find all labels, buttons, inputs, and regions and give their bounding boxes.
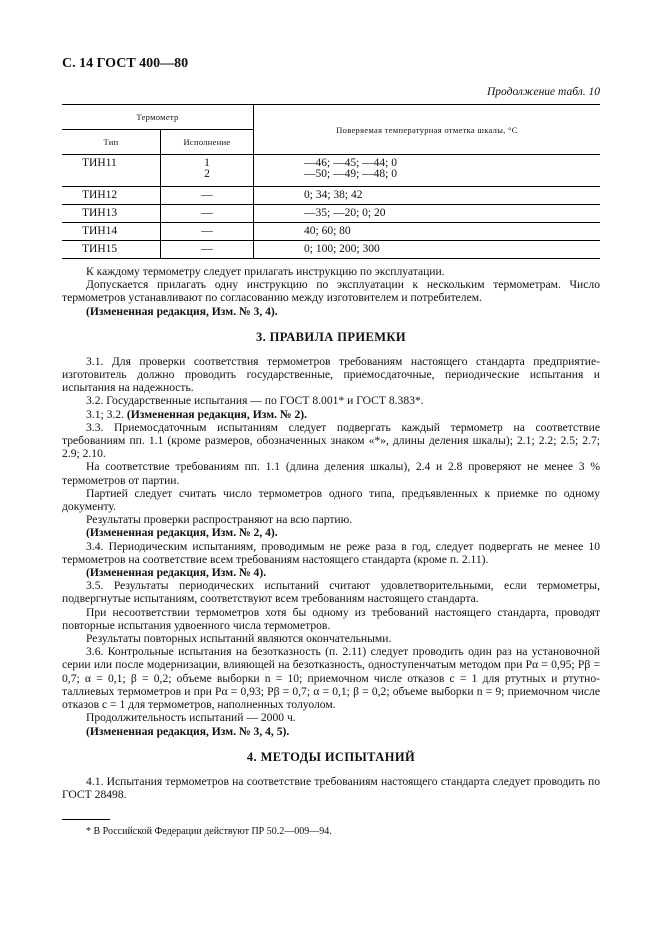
cell-marks: —35; —20; 0; 20 [254,205,601,223]
cell-marks [254,155,601,187]
table-row [62,223,600,241]
cell-version: — [161,187,254,205]
cell-version [161,155,254,187]
paragraph: 3.2. Государственные испытания — по ГОСТ 8.001* и ГОСТ 8.383*. [86,394,424,408]
amendment-note: (Измененная редакция, Изм. № 3, 4, 5). [86,724,290,738]
paragraph: Результаты проверки распространяют на всю партию. [86,513,353,527]
amendment-note: (Измененная редакция, Изм. № 2, 4). [86,526,278,540]
paragraph: Допускается прилагать одну инструкцию по эксплуатации к нескольким термометрам. Число термометров устанавливают по согласованию между изготовителем и потребителем. [62,278,600,305]
paragraph: Партией следует считать число термометров одного типа, предъявленных к приемке по одному документу. [62,486,600,514]
cell-marks: 0; 100; 200; 300 [254,241,601,259]
page-header: С. 14 ГОСТ 400—80 [62,56,189,71]
amendment-note: (Измененная редакция, Изм. № 4). [86,566,267,580]
footnote: * В Российской Федерации действуют ПР 50.2—009—94. [86,826,332,838]
cell-marks: 40; 60; 80 [254,223,601,241]
table-row [62,187,600,205]
cell-type: ТИН13 [62,205,161,223]
table-row [62,241,600,259]
table-col-type-header: Тип [62,130,161,155]
cell-type: ТИН11 [62,155,161,187]
cell-marks-line: —50; —49; —48; 0 [304,168,397,180]
table-row [62,205,600,223]
table-group-header: Термометр [62,105,254,130]
cell-version: — [161,223,254,241]
section-4-body [62,775,600,801]
amendment-note: (Измененная редакция, Изм. № 2). [126,407,307,421]
document-page [62,56,600,837]
cell-version-line: 2 [204,168,210,180]
cell-marks: 0; 34; 38; 42 [254,187,601,205]
cell-type: ТИН14 [62,223,161,241]
cell-version: — [161,205,254,223]
paragraph: 3.1. Для проверки соответствия термометров требованиям настоящего стандарта предприятие-изготовитель должно проводить государственные, приемосдаточные, периодические испытания и испытания на надежность. [62,354,600,395]
section-4-title: 4. МЕТОДЫ ИСПЫТАНИЙ [246,749,416,764]
cell-version-line: 1 [204,157,210,169]
cell-marks-line: —46; —45; —44; 0 [304,157,397,169]
paragraph: На соответствие требованиям пп. 1.1 (длина деления шкалы), 2.4 и 2.8 проверяют не менее 3 % термометров от партии. [62,460,600,487]
paragraph: 3.3. Приемосдаточным испытаниям следует подвергать каждый термометр на соответствие требованиям пп. 1.1 (кроме размеров, обозначенных знаком «*», длины деления шкалы); 2.1; 2.2; 2.5; 2.7; 2.9; 2.10. [62,420,600,461]
cell-type: ТИН12 [62,187,161,205]
table-col-version-header: Исполнение [161,130,254,155]
paragraph: 3.4. Периодическим испытаниям, проводимым не реже раза в год, следует подвергать не менее 10 термометров на соответствие всем требованиям настоящего стандарта (кроме п. 2.11). [62,539,600,566]
intro-block [62,265,600,318]
paragraph: 4.1. Испытания термометров на соответствие требованиям настоящего стандарта следует проводить по ГОСТ 28498. [62,774,600,801]
cell-type: ТИН15 [62,241,161,259]
clause-refs: 3.1; 3.2. [86,407,127,421]
table-continuation-label: Продолжение табл. 10 [487,86,600,98]
paragraph: Результаты повторных испытаний являются окончательными. [86,632,392,646]
paragraph: К каждому термометру следует прилагать инструкцию по эксплуатации. [86,265,445,278]
thermometer-marks-table [62,104,600,259]
table-row [62,155,600,187]
section-3-body [62,355,600,738]
table-col-marks-header: Поверяемая температурная отметка шкалы, °С [254,105,601,155]
section-3-title: 3. ПРАВИЛА ПРИЕМКИ [255,329,407,344]
paragraph [62,408,600,421]
paragraph: При несоответствии термометров хотя бы одному из требований настоящего стандарта, проводят повторные испытания удвоенного числа термометров. [62,605,600,632]
amendment-note: (Измененная редакция, Изм. № 3, 4). [86,304,278,318]
paragraph: 3.5. Результаты периодических испытаний считают удовлетворительными, если термометры, подвергнутые испытаниям, соответствуют всем требованиям настоящего стандарта. [62,579,600,606]
footnote-divider [62,819,110,820]
paragraph: 3.6. Контрольные испытания на безотказность (п. 2.11) следует проводить один раз на установочной серии или после модернизации, влияющей на безотказность, одноступенчатым методом при Pα = 0,95; Pβ = 0,7; α = 0,1; β = 0,2; объеме выборки n = 10; приемочном числе отказов c = 1 для ртутных и ртутно-таллиевых термометров и при Pα = 0,93; Pβ = 0,7; α = 0,1; β = 0,2; объеме выборки n = 9; приемочном числе отказов c = 1 для термометров, наполненных толуолом. [62,645,600,712]
cell-version: — [161,241,254,259]
paragraph: Продолжительность испытаний — 2000 ч. [86,711,296,725]
